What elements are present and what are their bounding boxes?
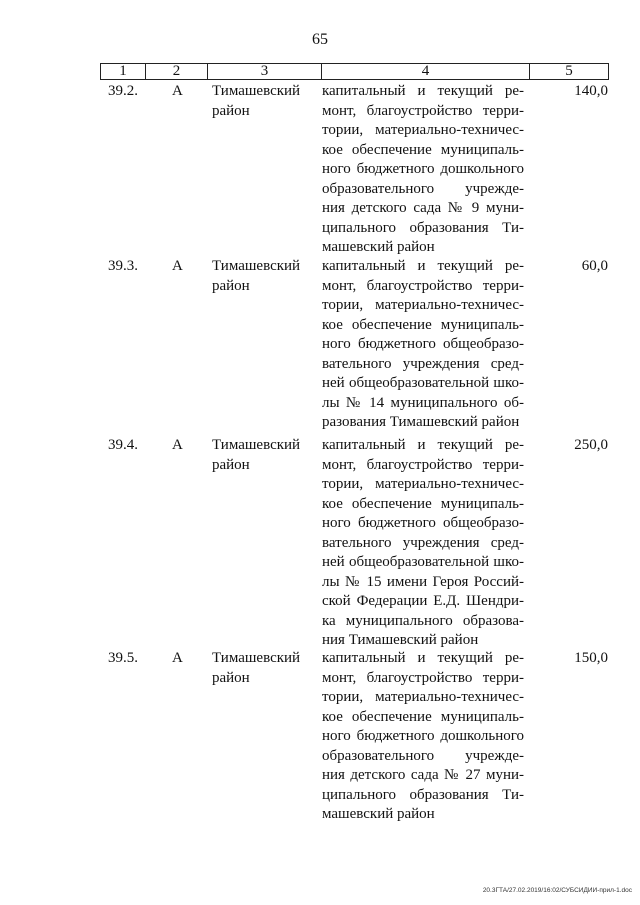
description-line: тории, материально-техничес- (322, 297, 524, 313)
description-line: ного бюджетного общеобразо- (322, 515, 524, 531)
row-region-line: район (212, 277, 250, 294)
description-line: кое обеспечение муниципаль- (322, 316, 524, 333)
description-line: образовательного учрежде- (322, 747, 524, 764)
row-number: 39.3. (108, 258, 138, 274)
row-description (322, 436, 524, 651)
description-line: ципального образования Ти- (322, 219, 524, 236)
header-col-3: 3 (208, 64, 322, 79)
description-line: ской Федерации Е.Д. Шендри- (322, 593, 524, 609)
row-region (212, 257, 312, 296)
description-line: кое обеспечение муниципаль- (322, 495, 524, 512)
row-region-line: Тимашевский (212, 83, 301, 99)
description-line: лы № 14 муниципального об- (322, 394, 524, 411)
row-category: А (172, 437, 183, 453)
description-line: ней общеобразовательной шко- (322, 554, 524, 570)
row-number: 39.4. (108, 437, 138, 453)
description-line: машевский район (322, 806, 435, 822)
table-header-row (100, 63, 609, 80)
description-line: монт, благоустройство терри- (322, 102, 524, 119)
header-col-2: 2 (146, 64, 208, 79)
description-line: ного бюджетного дошкольного (322, 161, 524, 177)
description-line: ния Тимашевский район (322, 632, 479, 648)
row-region (212, 649, 312, 688)
description-line: монт, благоустройство терри- (322, 277, 524, 294)
description-line: капитальный и текущий ре- (322, 437, 524, 453)
description-line: капитальный и текущий ре- (322, 650, 524, 666)
description-line: тории, материально-техничес- (322, 689, 524, 705)
row-region-line: Тимашевский (212, 437, 301, 453)
row-amount: 140,0 (574, 83, 608, 99)
description-line: капитальный и текущий ре- (322, 258, 524, 274)
description-line: образовательного учрежде- (322, 180, 524, 197)
row-number: 39.5. (108, 650, 138, 666)
description-line: ка муниципального образова- (322, 612, 524, 629)
description-line: кое обеспечение муниципаль- (322, 141, 524, 158)
description-line: ния детского сада № 27 муни- (322, 767, 524, 783)
row-category: А (172, 650, 183, 666)
description-line: ния детского сада № 9 муни- (322, 200, 524, 216)
row-description (322, 257, 524, 433)
row-description (322, 82, 524, 258)
description-line: вательного учреждения сред- (322, 355, 524, 372)
row-amount: 250,0 (574, 437, 608, 453)
header-col-4: 4 (322, 64, 530, 79)
row-region (212, 436, 312, 475)
row-region-line: Тимашевский (212, 650, 301, 666)
description-line: ципального образования Ти- (322, 786, 524, 803)
description-line: капитальный и текущий ре- (322, 83, 524, 99)
row-region-line: район (212, 456, 250, 473)
row-description (322, 649, 524, 825)
description-line: разования Тимашевский район (322, 414, 520, 430)
description-line: кое обеспечение муниципаль- (322, 708, 524, 725)
description-line: монт, благоустройство терри- (322, 456, 524, 473)
row-category: А (172, 258, 183, 274)
row-amount: 150,0 (574, 650, 608, 666)
row-category: А (172, 83, 183, 99)
row-number: 39.2. (108, 83, 138, 99)
row-region-line: район (212, 669, 250, 686)
row-region (212, 82, 312, 121)
description-line: тории, материально-техничес- (322, 476, 524, 492)
description-line: ного бюджетного общеобразо- (322, 336, 524, 352)
header-col-5: 5 (565, 63, 573, 79)
page-number: 65 (312, 31, 328, 48)
header-col-1: 1 (101, 64, 146, 79)
description-line: машевский район (322, 239, 435, 255)
description-line: ного бюджетного дошкольного (322, 728, 524, 744)
description-line: ней общеобразовательной шко- (322, 375, 524, 391)
description-line: вательного учреждения сред- (322, 534, 524, 551)
description-line: лы № 15 имени Героя Россий- (322, 573, 524, 590)
row-region-line: район (212, 102, 250, 119)
description-line: тории, материально-техничес- (322, 122, 524, 138)
footer-file-note: 20.3ГТА/27.02.2019/16:02/СУБСИДИИ-прил-1.doc (482, 887, 632, 894)
description-line: монт, благоустройство терри- (322, 669, 524, 686)
row-region-line: Тимашевский (212, 258, 301, 274)
row-amount: 60,0 (581, 258, 608, 274)
